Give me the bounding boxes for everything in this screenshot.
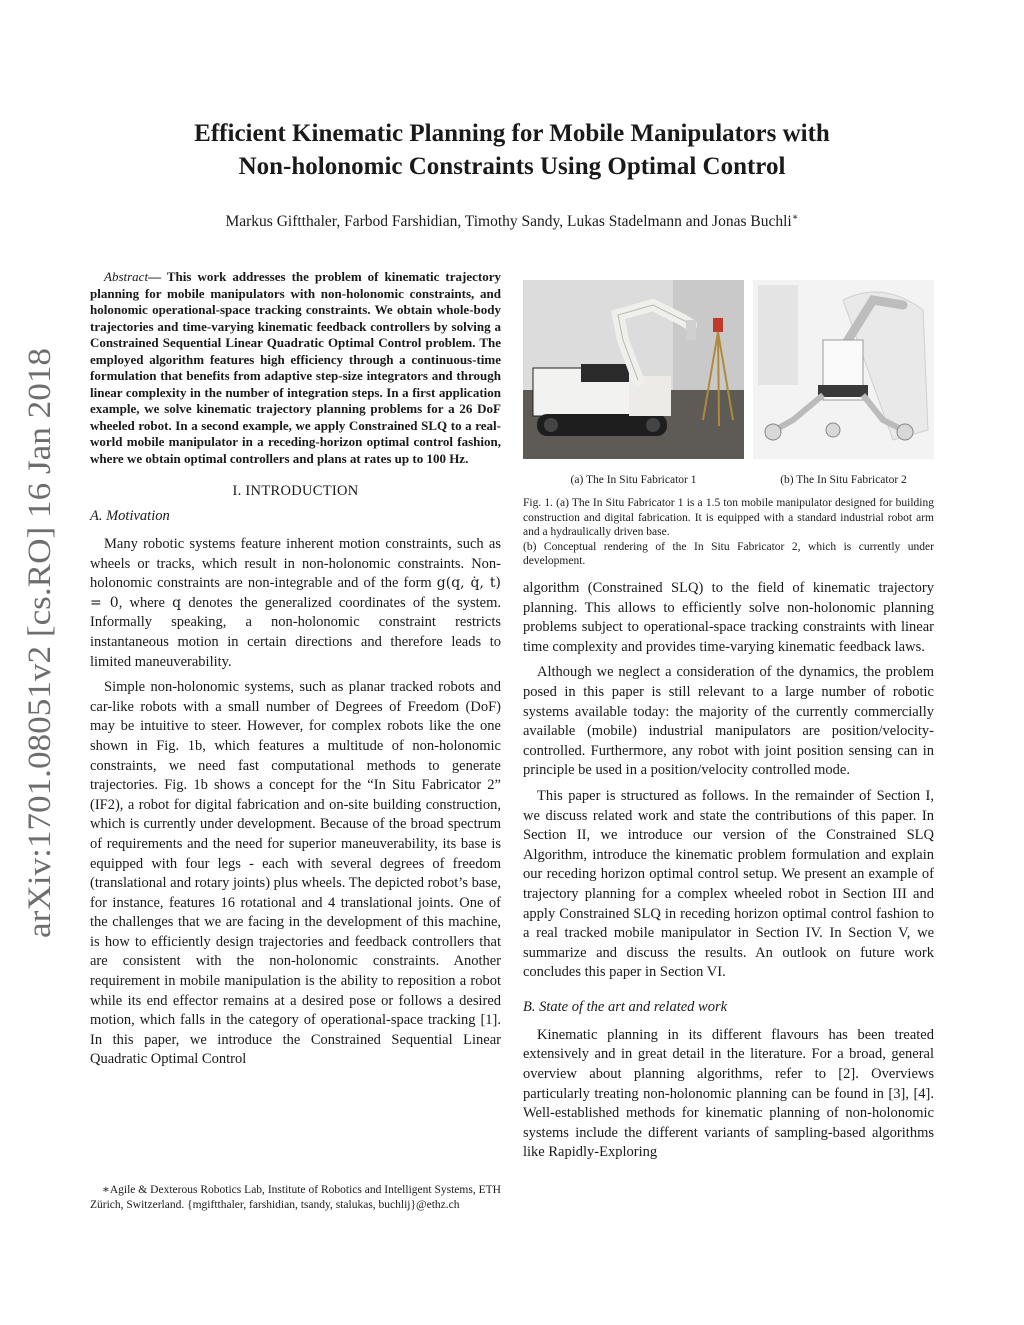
rendering-in-situ-fabricator-2 — [753, 280, 934, 459]
right-column — [523, 579, 934, 1169]
arxiv-stamp — [14, 348, 64, 948]
paragraph-right-3: This paper is structured as follows. In the remainder of Section I, we discuss related work and state the contributions of this paper. In Section II, we introduce our version of the Constrained SLQ Algorithm, introduce the kinematic problem formulation and explain our receding horizon optimal control setup. We present an example of trajectory planning for a complex wheeled robot in Section III and apply Constrained SLQ in receding horizon optimal control fashion to a real tracked mobile manipulator in Section IV. In Section V, we summarize and discuss the results. An outlook on future work concludes this paper in Section VI. — [523, 787, 934, 981]
subsection-heading-motivation: A. Motivation — [90, 508, 170, 524]
paper-title — [100, 117, 924, 183]
arxiv-id: arXiv:1701.08051v2 [cs.RO] 16 Jan 2018 — [22, 384, 58, 938]
paragraph-motivation-2: Simple non-holonomic systems, such as planar tracked robots and car-like robots with a small number of Degrees of Freedom (DoF) may be intuitive to steer. However, for complex robots like the one shown in Fig. 1b, which features a multitude of non-holonomic constraints, we need fast computational methods to generate trajectories. Fig. 1b shows a concept for the “In Situ Fabricator 2” (IF2), a robot for digital fabrication and on-site building construction, which is currently under development. Because of the broad spectrum of requirements and the need for superior maneuverability, its base is equipped with four legs - each with several degrees of freedom (translational and rotary joints) plus wheels. The depicted robot’s base, for instance, features 16 rotational and 4 translational joints. One of the challenges that we are facing in the development of this machine, is how to efficiently design trajectories and feedback controllers that are consistent with the non-holonomic constraints. Another requirement in mobile manipulation is the ability to reposition a robot while its end effector remains at a desired pose or follows a desired motion, which falls in the category of operational-space tracking [1]. In this paper, we introduce the Constrained Sequential Linear Quadratic Optimal Control — [90, 679, 501, 1068]
q-symbol: q — [172, 594, 182, 611]
title-line-2: Non-holonomic Constraints Using Optimal Control — [238, 153, 786, 180]
authors-text: Markus Giftthaler, Farbod Farshidian, Timothy Sandy, Lukas Stadelmann and Jonas Buchli — [225, 213, 792, 231]
author-list — [100, 212, 924, 231]
subcaption-b: (b) The In Situ Fabricator 2 — [780, 474, 907, 486]
caption-part-a: Fig. 1. (a) The In Situ Fabricator 1 is a 1.5 ton mobile manipulator designed for building construction and digital fabrication. It is equipped with a standard industrial robot arm and a hydraulically driven base. — [523, 497, 934, 538]
abstract-label: Abstract — [104, 269, 149, 284]
photo-in-situ-fabricator-1 — [523, 280, 744, 459]
paragraph-right-1: algorithm (Constrained SLQ) to the field of kinematic trajectory planning. This allows to efficiently solve non-holonomic planning problems subject to operational-space tracking constraints with linear time complexity and provides time-varying kinematic feedback laws. — [523, 580, 934, 655]
author-affiliation-mark: ∗ — [791, 212, 799, 223]
subsection-heading-related-work: B. State of the art and related work — [523, 998, 728, 1015]
paragraph-right-2: Although we neglect a consideration of the dynamics, the problem posed in this paper is still relevant to a large number of robotic systems available today: the majority of the currently commercially available (mobile) industrial manipulators are position/velocity-controlled. Furthermore, any robot with joint position sensing can in principle be used in a position/velocity controlled mode. — [523, 664, 934, 779]
p1-text-c: denotes the generalized coordinates of the system. Informally speaking, a non-holonomic constraint restricts instantaneous motion in certain directions and therefore leads to limited maneuverability. — [90, 594, 502, 670]
affiliation-footnote: ∗Agile & Dexterous Robotics Lab, Institute of Robotics and Intelligent Systems, ETH Zürich, Switzerland. {mgiftthaler, farshidian, tsandy, stalukas, buchlij}@ethz.ch — [90, 1184, 501, 1211]
subcaption-a: (a) The In Situ Fabricator 1 — [570, 474, 697, 486]
paragraph-motivation-1 — [90, 535, 501, 672]
caption-part-b: (b) Conceptual rendering of the In Situ Fabricator 2, which is currently under development. — [523, 540, 934, 567]
p1-text-a: Many robotic systems feature inherent motion constraints, such as wheels or tracks, which result in non-holonomic constraints. Non-holonomic constraints are non-integrable and of the form — [90, 536, 501, 592]
left-column — [90, 269, 501, 1076]
abstract-text: — This work addresses the problem of kinematic trajectory planning for mobile manipulators with non-holonomic constraints, and holonomic operational-space tracking constraints. We obtain whole-body trajectories and time-varying kinematic feedback controllers by solving a Constrained Sequential Linear Quadratic Optimal Control problem. The employed algorithm features high efficiency through a continuous-time formulation that benefits from adaptive step-size integrators and through linear complexity in the number of integration steps. In a first application example, we solve kinematic trajectory planning problems for a 26 DoF wheeled robot. In a second example, we apply Constrained SLQ to a real-world mobile manipulator in a receding-horizon optimal control fashion, where we obtain optimal controllers and plans at rates up to 100 Hz. — [90, 269, 501, 466]
title-line-1: Efficient Kinematic Planning for Mobile Manipulators with — [194, 120, 830, 147]
constraint-equation: g(q, q̇, t) = 0 — [90, 575, 501, 611]
figure-1-caption — [523, 496, 934, 569]
paragraph-related-work: Kinematic planning in its different flavours has been treated extensively and in great detail in the literature. For a broad, general overview about planning algorithms, refer to [2]. Overviews particularly treating non-holonomic planning can be found in [3], [4]. Well-established methods for kinematic planning of non-holonomic systems include the different variants of sampling-based algorithms like Rapidly-Exploring — [523, 1026, 934, 1161]
abstract — [90, 269, 501, 467]
section-heading-introduction: I. INTRODUCTION — [232, 483, 359, 499]
p1-text-b: , where — [118, 594, 173, 611]
